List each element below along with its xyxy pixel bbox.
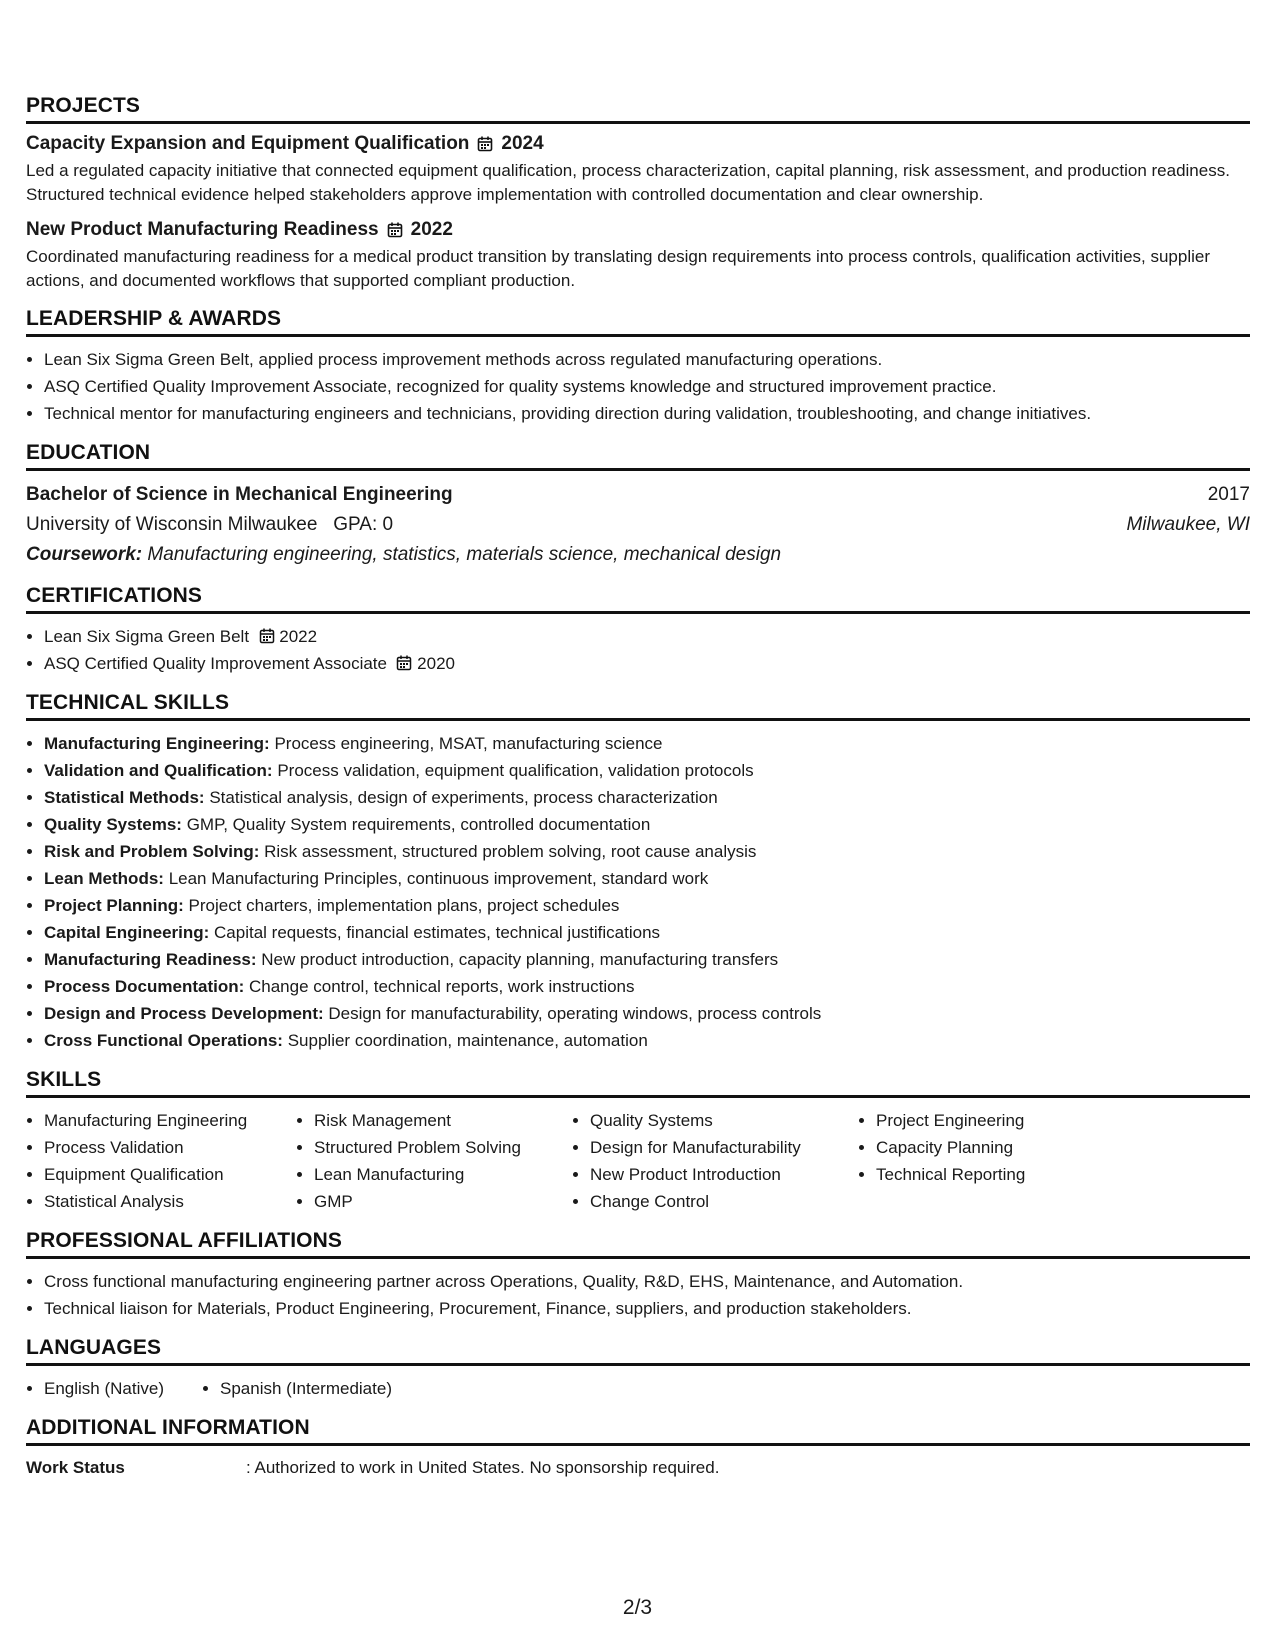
section-title: LANGUAGES [26, 1336, 1250, 1366]
project-year: 2022 [410, 219, 453, 240]
skill-value: Change control, technical reports, work instructions [249, 977, 635, 996]
project-name: Capacity Expansion and Equipment Qualification [26, 133, 470, 154]
skill-value: Design for manufacturability, operating windows, process controls [328, 1004, 822, 1023]
leadership-list [26, 346, 1250, 427]
language-item: • Spanish (Intermediate) [220, 1375, 392, 1402]
skill-value: New product introduction, capacity planning, manufacturing transfers [261, 950, 779, 969]
skill-category: Manufacturing Engineering: [44, 734, 270, 753]
certification-year: 2020 [417, 654, 455, 673]
skill-item: • Lean Manufacturing [314, 1161, 572, 1188]
skills-column [26, 1107, 296, 1215]
skill-category: Risk and Problem Solving: [44, 842, 260, 861]
skill-category: Cross Functional Operations: [44, 1031, 283, 1050]
education-section [26, 441, 1250, 570]
skill-value: Risk assessment, structured problem solving, root cause analysis [264, 842, 757, 861]
school-name: University of Wisconsin Milwaukee [26, 514, 318, 535]
skill-item: • Process Validation [44, 1134, 296, 1161]
skills-section [26, 1068, 1250, 1215]
affiliations-list [26, 1268, 1250, 1322]
work-status-row [26, 1455, 1250, 1481]
skill-item: • Quality Systems [590, 1107, 858, 1134]
calendar-icon [477, 136, 493, 152]
skill-item: • Risk Management [314, 1107, 572, 1134]
skill-value: Process engineering, MSAT, manufacturing science [274, 734, 663, 753]
skill-item: • Statistical Analysis [44, 1188, 296, 1215]
section-title: TECHNICAL SKILLS [26, 691, 1250, 721]
list-item [44, 946, 1250, 973]
skill-item: • GMP [314, 1188, 572, 1215]
calendar-icon [259, 628, 275, 644]
list-item [44, 1000, 1250, 1027]
work-status-value: : Authorized to work in United States. No sponsorship required. [246, 1458, 720, 1477]
list-item: • Cross functional manufacturing engineering partner across Operations, Quality, R&D, EHS, Maintenance, and Automation. [44, 1268, 1250, 1295]
skill-category: Lean Methods: [44, 869, 164, 888]
list-item [44, 811, 1250, 838]
section-title: EDUCATION [26, 441, 1250, 471]
skill-category: Statistical Methods: [44, 788, 205, 807]
skill-item: • Manufacturing Engineering [44, 1107, 296, 1134]
coursework-value: Manufacturing engineering, statistics, materials science, mechanical design [147, 544, 782, 565]
languages-section [26, 1336, 1250, 1402]
project-description: Led a regulated capacity initiative that connected equipment qualification, process characterization, capital planning, risk assessment, and production readiness. Structured technical evidence helped stakeholders approve implementation with controlled documentation and clear ownership. [26, 161, 1230, 204]
calendar-icon [387, 222, 403, 238]
section-title: PROFESSIONAL AFFILIATIONS [26, 1229, 1250, 1259]
affiliations-section [26, 1229, 1250, 1322]
list-item [44, 623, 1250, 650]
list-item [44, 757, 1250, 784]
section-title: LEADERSHIP & AWARDS [26, 307, 1250, 337]
skill-category: Process Documentation: [44, 977, 245, 996]
list-item: • ASQ Certified Quality Improvement Associate, recognized for quality systems knowledge and structured improvement practice. [44, 373, 1250, 400]
skills-column [296, 1107, 572, 1215]
skill-category: Design and Process Development: [44, 1004, 324, 1023]
skill-value: GMP, Quality System requirements, controlled documentation [186, 815, 651, 834]
list-item [44, 973, 1250, 1000]
skill-value: Statistical analysis, design of experiments, process characterization [209, 788, 718, 807]
skill-category: Manufacturing Readiness: [44, 950, 257, 969]
list-item: • Lean Six Sigma Green Belt, applied process improvement methods across regulated manufacturing operations. [44, 346, 1250, 373]
work-status-label: Work Status [26, 1458, 125, 1477]
section-title: SKILLS [26, 1068, 1250, 1098]
project-year: 2024 [501, 133, 544, 154]
certifications-section [26, 584, 1250, 677]
project-description: Coordinated manufacturing readiness for a medical product transition by translating design requirements into process controls, qualification activities, supplier actions, and documented workflows that supported compliant production. [26, 247, 1211, 290]
skills-column [858, 1107, 1128, 1215]
section-title: CERTIFICATIONS [26, 584, 1250, 614]
skill-item: • Capacity Planning [876, 1134, 1128, 1161]
skill-category: Validation and Qualification: [44, 761, 273, 780]
skill-value: Lean Manufacturing Principles, continuous improvement, standard work [168, 869, 709, 888]
skill-item: • Project Engineering [876, 1107, 1128, 1134]
projects-section [26, 94, 1250, 293]
resume-page [26, 94, 1250, 1495]
list-item [44, 892, 1250, 919]
coursework-label: Coursework: [26, 544, 143, 565]
skill-item: • Design for Manufacturability [590, 1134, 858, 1161]
list-item [44, 919, 1250, 946]
section-title: PROJECTS [26, 94, 1250, 124]
school-location: Milwaukee, WI [1126, 514, 1250, 535]
project-name: New Product Manufacturing Readiness [26, 219, 379, 240]
list-item [44, 784, 1250, 811]
list-item [44, 1027, 1250, 1054]
technical-skills-list [26, 730, 1250, 1054]
list-item: • Technical mentor for manufacturing engineers and technicians, providing direction during validation, troubleshooting, and change initiatives. [44, 400, 1250, 427]
languages-list [26, 1375, 1250, 1402]
list-item [44, 838, 1250, 865]
skills-column [572, 1107, 858, 1215]
skill-item: • Structured Problem Solving [314, 1134, 572, 1161]
page-number: 2/3 [622, 1596, 653, 1619]
list-item [44, 730, 1250, 757]
skill-value: Process validation, equipment qualification, validation protocols [277, 761, 754, 780]
skill-value: Project charters, implementation plans, project schedules [188, 896, 620, 915]
list-item: • Technical liaison for Materials, Product Engineering, Procurement, Finance, suppliers, and production stakeholders. [44, 1295, 1250, 1322]
coursework [26, 540, 1250, 570]
project-item [26, 133, 1250, 207]
leadership-section [26, 307, 1250, 427]
project-item [26, 219, 1250, 293]
skill-item: • New Product Introduction [590, 1161, 858, 1188]
list-item [44, 650, 1250, 677]
skills-grid [26, 1107, 1250, 1215]
degree: Bachelor of Science in Mechanical Engineering [26, 484, 453, 505]
gpa: GPA: 0 [333, 514, 394, 535]
graduation-year: 2017 [1207, 484, 1250, 505]
skill-category: Project Planning: [44, 896, 184, 915]
calendar-icon [396, 655, 412, 671]
language-item: • English (Native) [44, 1375, 202, 1402]
certification-year: 2022 [279, 627, 318, 646]
skill-item: • Change Control [590, 1188, 858, 1215]
technical-skills-section [26, 691, 1250, 1054]
skill-item: • Equipment Qualification [44, 1161, 296, 1188]
list-item [44, 865, 1250, 892]
certification-name: Lean Six Sigma Green Belt [44, 627, 250, 646]
section-title: ADDITIONAL INFORMATION [26, 1416, 1250, 1446]
skill-category: Quality Systems: [44, 815, 182, 834]
skill-value: Capital requests, financial estimates, technical justifications [214, 923, 661, 942]
certifications-list [26, 623, 1250, 677]
skill-category: Capital Engineering: [44, 923, 210, 942]
certification-name: ASQ Certified Quality Improvement Associate [44, 654, 387, 673]
additional-info-section [26, 1416, 1250, 1481]
skill-item: • Technical Reporting [876, 1161, 1128, 1188]
skill-value: Supplier coordination, maintenance, automation [287, 1031, 648, 1050]
